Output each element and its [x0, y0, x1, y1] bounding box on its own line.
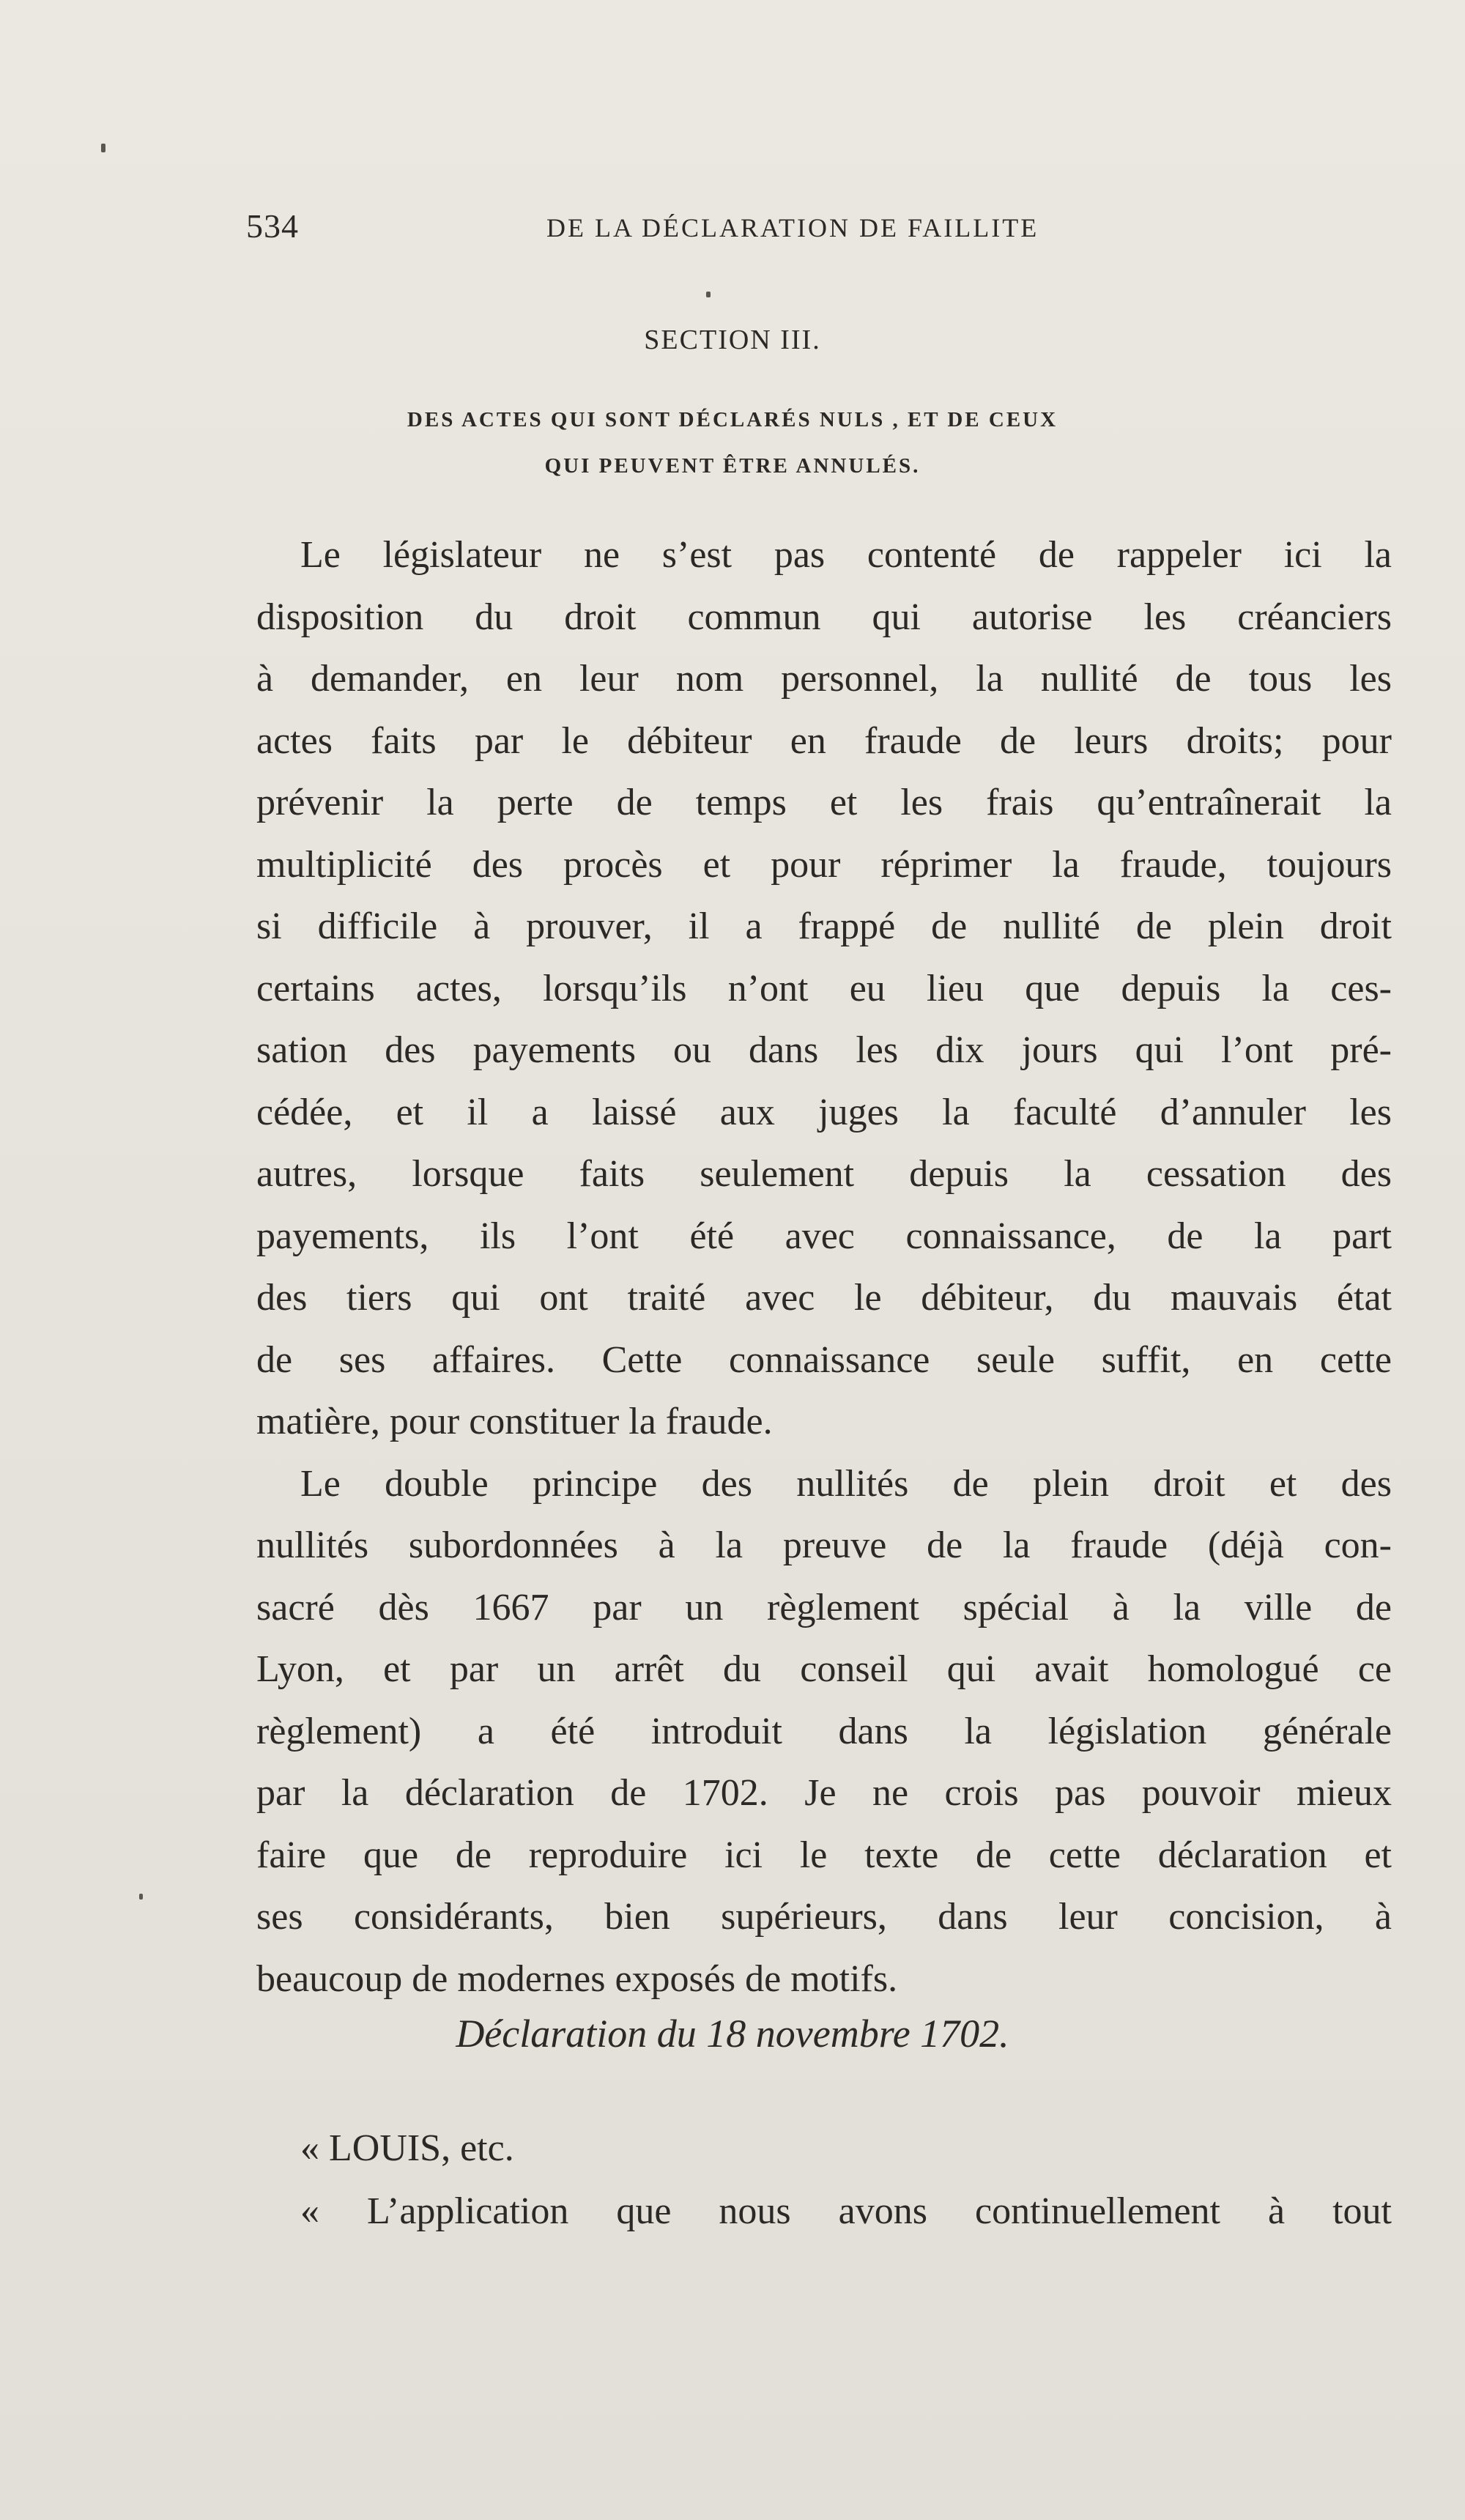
running-head: DE LA DÉCLARATION DE FAILLITE — [546, 213, 1039, 242]
text-line: des tiers qui ont traité avec le débiteur, du mauvais état — [256, 1277, 1392, 1319]
quote-line: « L’application que nous avons continuellement à tout — [300, 2190, 1392, 2232]
text-line: par la déclaration de 1702. Je ne crois pas pouvoir mieux — [256, 1772, 1392, 1814]
page-number: 534 — [246, 207, 299, 245]
margin-speck — [101, 144, 105, 152]
section-title: SECTION III. — [644, 325, 821, 355]
text-line: à demander, en leur nom personnel, la nullité de tous les — [256, 658, 1392, 700]
text-line: nullités subordonnées à la preuve de la fraude (déjà con- — [256, 1524, 1392, 1566]
text-line: si difficile à prouver, il a frappé de nullité de plein droit — [256, 905, 1392, 947]
text-line: certains actes, lorsqu’ils n’ont eu lieu que depuis la ces- — [256, 967, 1392, 1009]
declaration-title: Déclaration du 18 novembre 1702. — [456, 2012, 1009, 2056]
text-line: autres, lorsque faits seulement depuis la cessation des — [256, 1153, 1392, 1195]
text-line: prévenir la perte de temps et les frais qu’entraînerait la — [256, 782, 1392, 823]
text-line: Lyon, et par un arrêt du conseil qui avait homologué ce — [256, 1648, 1392, 1690]
section-subtitle-line-2: QUI PEUVENT ÊTRE ANNULÉS. — [544, 454, 921, 478]
text-line: faire que de reproduire ici le texte de cette déclaration et — [256, 1834, 1392, 1876]
text-line: de ses affaires. Cette connaissance seule suffit, en cette — [256, 1338, 1392, 1381]
section-subtitle-line-1: DES ACTES QUI SONT DÉCLARÉS NULS , ET DE CEUX — [407, 408, 1058, 431]
margin-speck — [706, 292, 711, 297]
text-line: matière, pour constituer la fraude. — [256, 1401, 773, 1442]
paragraph-2 — [256, 1453, 1392, 2011]
text-line: actes faits par le débiteur en fraude de leurs droits; pour — [256, 719, 1392, 762]
margin-speck — [139, 1894, 143, 1900]
quote-block — [256, 2117, 1392, 2243]
text-line: payements, ils l’ont été avec connaissance, de la part — [256, 1215, 1392, 1257]
text-line: Le législateur ne s’est pas contenté de rappeler ici la — [300, 534, 1392, 576]
text-line: multiplicité des procès et pour réprimer la fraude, toujours — [256, 843, 1392, 886]
quote-line: « LOUIS, etc. — [300, 2127, 514, 2169]
page-header — [246, 207, 1396, 251]
paragraph-1 — [256, 525, 1392, 1453]
text-line: ses considérants, bien supérieurs, dans leur concision, à — [256, 1896, 1392, 1938]
text-line: beaucoup de modernes exposés de motifs. — [256, 1957, 898, 2000]
body-text — [256, 525, 1392, 2010]
text-line: disposition du droit commun qui autorise les créanciers — [256, 596, 1392, 638]
text-line: Le double principe des nullités de plein droit et des — [300, 1462, 1392, 1505]
text-line: cédée, et il a laissé aux juges la faculté d’annuler les — [256, 1091, 1392, 1133]
text-line: règlement) a été introduit dans la législation générale — [256, 1710, 1392, 1752]
text-line: sacré dès 1667 par un règlement spécial à la ville de — [256, 1586, 1392, 1628]
text-line: sation des payements ou dans les dix jours qui l’ont pré- — [256, 1029, 1392, 1071]
